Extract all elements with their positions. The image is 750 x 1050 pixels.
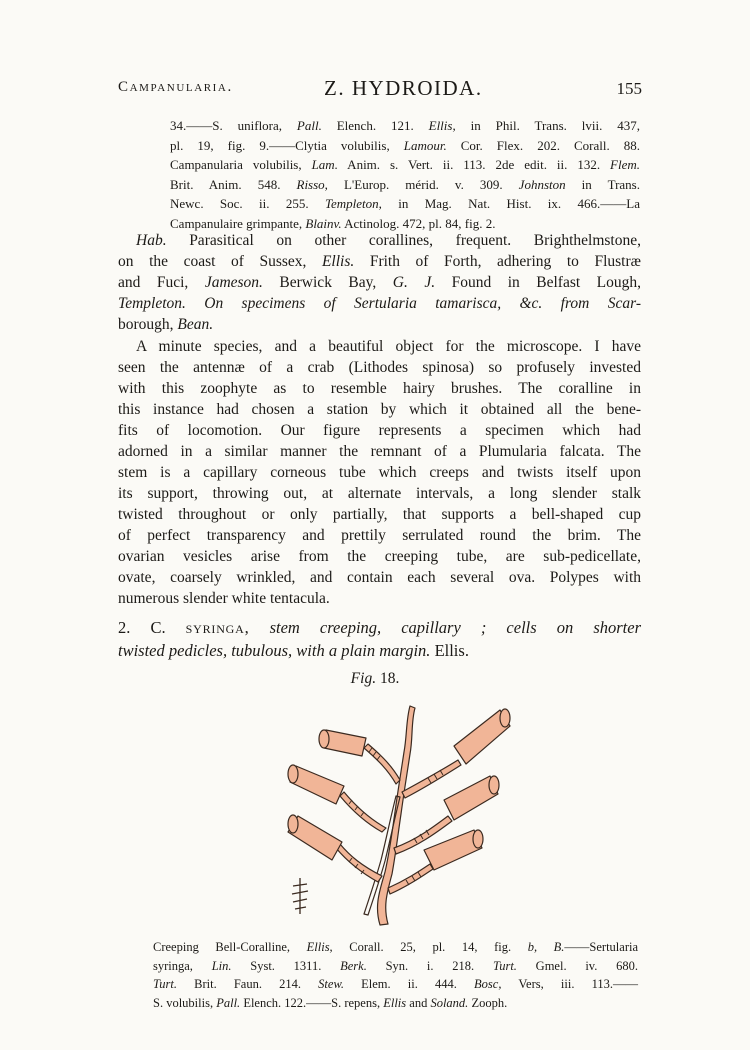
- caption-segment: S. volubilis,: [153, 995, 217, 1010]
- caption-segment: Pall.: [216, 995, 241, 1010]
- synonymy-segment: in Trans.: [565, 176, 640, 192]
- stalk-left-upper: [340, 792, 386, 832]
- description-line: ovarian vesicles arise from the creeping tube, are sub-pedicellate,: [118, 548, 641, 565]
- caption-segment: Gmel. iv. 680.: [516, 958, 639, 973]
- habitat-segment: Parasitical on other corallines, frequent. Brighthelmstone,: [166, 232, 641, 249]
- synonymy-segment: Pall.: [296, 118, 322, 133]
- habitat-line: [118, 272, 641, 293]
- habitat-segment: G. J.: [392, 274, 436, 291]
- caption-segment: b, B.: [527, 940, 565, 954]
- habitat-line: [118, 251, 641, 272]
- description-line: numerous slender white tentacula.: [118, 590, 330, 607]
- synonymy-line: [170, 116, 640, 136]
- synonymy-segment: Campanularia volubilis,: [170, 157, 312, 172]
- species-heading-line-1: [118, 616, 641, 639]
- figure-caption: [153, 938, 638, 1012]
- description-line: seen the antennæ of a crab (Lithodes spinosa) so profusely invested: [118, 359, 641, 376]
- creeping-stem: [377, 706, 415, 925]
- stalk-left-lower: [336, 844, 382, 882]
- figure-illustration: [268, 700, 528, 930]
- cup-upper-left-rim: [319, 730, 329, 748]
- habitat-segment: Berwick Bay,: [262, 274, 393, 291]
- description-line: of perfect transparency and prettily serrulated round the brim. The: [118, 527, 641, 544]
- caption-segment: Vers, iii. 113.——: [501, 977, 639, 991]
- caption-segment: ——Sertularia: [564, 940, 639, 954]
- habitat-segment: Bean.: [177, 316, 214, 333]
- caption-segment: Soland.: [430, 995, 469, 1010]
- running-head-genus: Campanularia.: [118, 79, 233, 95]
- stalk-right-lower: [388, 864, 433, 894]
- habitat-segment: on the coast of Sussex,: [118, 253, 322, 270]
- caption-line: [153, 994, 638, 1013]
- synonymy-segment: in Mag. Nat. Hist. ix. 466.——La: [381, 196, 640, 211]
- caption-segment: Turt.: [492, 958, 517, 973]
- synonymy-segment: Risso,: [296, 176, 328, 192]
- synonymy-segment: Lam.: [311, 157, 338, 172]
- caption-segment: Bosc,: [474, 977, 502, 991]
- cup-upper-left: [324, 730, 366, 756]
- description-line: this instance had chosen a station by which it obtained all the bene-: [118, 401, 641, 418]
- habitat-segment: and Fuci,: [118, 274, 205, 291]
- cup-right-upper-rim: [500, 709, 510, 727]
- species-diagnosis-part-2: twisted pedicles, tubulous, with a plain margin.: [118, 641, 431, 660]
- caption-segment: Zooph.: [468, 995, 508, 1010]
- synonymy-segment: Johnston: [518, 176, 566, 192]
- description-line: A minute species, and a beautiful object for the microscope. I have: [136, 338, 641, 355]
- cup-left-upper-rim: [288, 765, 298, 783]
- caption-segment: and: [406, 995, 431, 1010]
- caption-segment: syringa,: [153, 958, 212, 973]
- cup-right-middle-rim: [489, 776, 499, 794]
- figure-label-prefix: Fig.: [350, 670, 377, 687]
- synonymy-segment: Ellis,: [428, 118, 456, 133]
- habitat-line: [118, 230, 641, 251]
- caption-segment: Ellis,: [306, 940, 333, 954]
- habitat-segment: Templeton.: [118, 295, 186, 312]
- caption-line: [153, 975, 638, 994]
- figure-label: [0, 670, 750, 688]
- description-line: ovate, coarsely wrinkled, and contain each several ova. Polypes with: [118, 569, 641, 586]
- habitat-segment: On specimens of Sertularia tamarisca, &c. from Scar-: [185, 295, 641, 312]
- habitat-line: [118, 293, 641, 314]
- caption-segment: Ellis: [383, 995, 407, 1010]
- synonymy-segment: Brit. Anim. 548.: [170, 176, 297, 192]
- running-head-class: Z. HYDROIDA.: [324, 76, 483, 100]
- description-line: fits of locomotion. Our figure represents a specimen which had: [118, 422, 641, 439]
- species-heading-line-2: [118, 639, 641, 662]
- caption-segment: Lin.: [211, 958, 232, 973]
- caption-segment: Creeping Bell-Coralline,: [153, 940, 307, 954]
- figure-number: 18.: [376, 670, 400, 687]
- caption-segment: Turt.: [153, 977, 177, 991]
- description-line: twisted throughout or only partially, that supports a bell-shaped cup: [118, 506, 641, 523]
- species-authority: Ellis.: [430, 641, 469, 660]
- species-heading: [118, 616, 641, 662]
- habitat-paragraph: [118, 230, 641, 335]
- habitat-segment: Frith of Forth, adhering to Flustræ: [354, 253, 641, 270]
- habitat-segment: Found in Belfast Lough,: [435, 274, 641, 291]
- cup-left-lower-rim: [288, 815, 298, 833]
- synonymy-block: [170, 116, 640, 233]
- synonymy-segment: L'Europ. mérid. v. 309.: [327, 176, 519, 192]
- description-line: adorned in a similar manner the remnant of a Plumularia falcata. The: [118, 443, 641, 460]
- caption-segment: Syst. 1311.: [231, 958, 341, 973]
- synonymy-segment: Lamour.: [403, 137, 447, 153]
- description-line: stem is a capillary corneous tube which creeps and twists itself upon: [118, 464, 641, 481]
- running-head: [118, 76, 642, 102]
- caption-line: [153, 957, 638, 976]
- cup-right-lower-rim: [473, 830, 483, 848]
- caption-segment: Stew.: [318, 977, 344, 991]
- habitat-line: [118, 314, 641, 335]
- caption-segment: Elem. ii. 444.: [343, 977, 475, 991]
- synonymy-segment: Flem.: [610, 157, 641, 172]
- synonymy-segment: Campanulaire grimpante,: [170, 215, 306, 231]
- synonymy-segment: Elench. 121.: [321, 118, 429, 133]
- scale-sketch: [292, 878, 308, 914]
- synonymy-line: [170, 136, 640, 156]
- caption-line: [153, 938, 638, 957]
- synonymy-segment: Blainv.: [305, 215, 342, 231]
- synonymy-line: [170, 194, 640, 214]
- caption-segment: Syn. i. 218.: [366, 958, 493, 973]
- species-name: syringa,: [185, 618, 250, 637]
- species-diagnosis-part-1: stem creeping, capillary ; cells on shorter: [249, 618, 641, 637]
- page-number: 155: [616, 79, 642, 98]
- habitat-segment: borough,: [118, 316, 178, 333]
- habitat-segment: Hab.: [136, 232, 167, 249]
- habitat-segment: Jameson.: [204, 274, 263, 291]
- description-paragraph: [118, 336, 641, 609]
- synonymy-line: [170, 175, 640, 195]
- species-number: 2. C.: [118, 618, 186, 637]
- description-line: its support, throwing out, at alternate intervals, a long slender stalk: [118, 485, 641, 502]
- caption-segment: Brit. Faun. 214.: [176, 977, 319, 991]
- synonymy-segment: Cor. Flex. 202. Corall. 88.: [446, 137, 640, 153]
- caption-segment: Berk.: [340, 958, 367, 973]
- habitat-segment: Ellis.: [321, 253, 355, 270]
- synonymy-segment: Newc. Soc. ii. 255.: [170, 196, 325, 211]
- synonymy-segment: Templeton,: [324, 196, 382, 211]
- description-line: with this zoophyte as to resemble hairy brushes. The coralline in: [118, 380, 641, 397]
- stalk-right-upper: [402, 760, 461, 798]
- caption-segment: Elench. 122.——S. repens,: [240, 995, 384, 1010]
- synonymy-segment: pl. 19, fig. 9.——Clytia volubilis,: [170, 137, 404, 153]
- synonymy-segment: 34.——S. uniflora,: [170, 118, 297, 133]
- caption-segment: Corall. 25, pl. 14, fig.: [332, 940, 528, 954]
- synonymy-line: [170, 155, 640, 175]
- branch-upper-left: [364, 744, 400, 784]
- synonymy-segment: in Phil. Trans. lvii. 437,: [455, 118, 640, 133]
- synonymy-segment: Actinolog. 472, pl. 84, fig. 2.: [341, 215, 496, 231]
- synonymy-segment: Anim. s. Vert. ii. 113. 2de edit. ii. 132.: [337, 157, 611, 172]
